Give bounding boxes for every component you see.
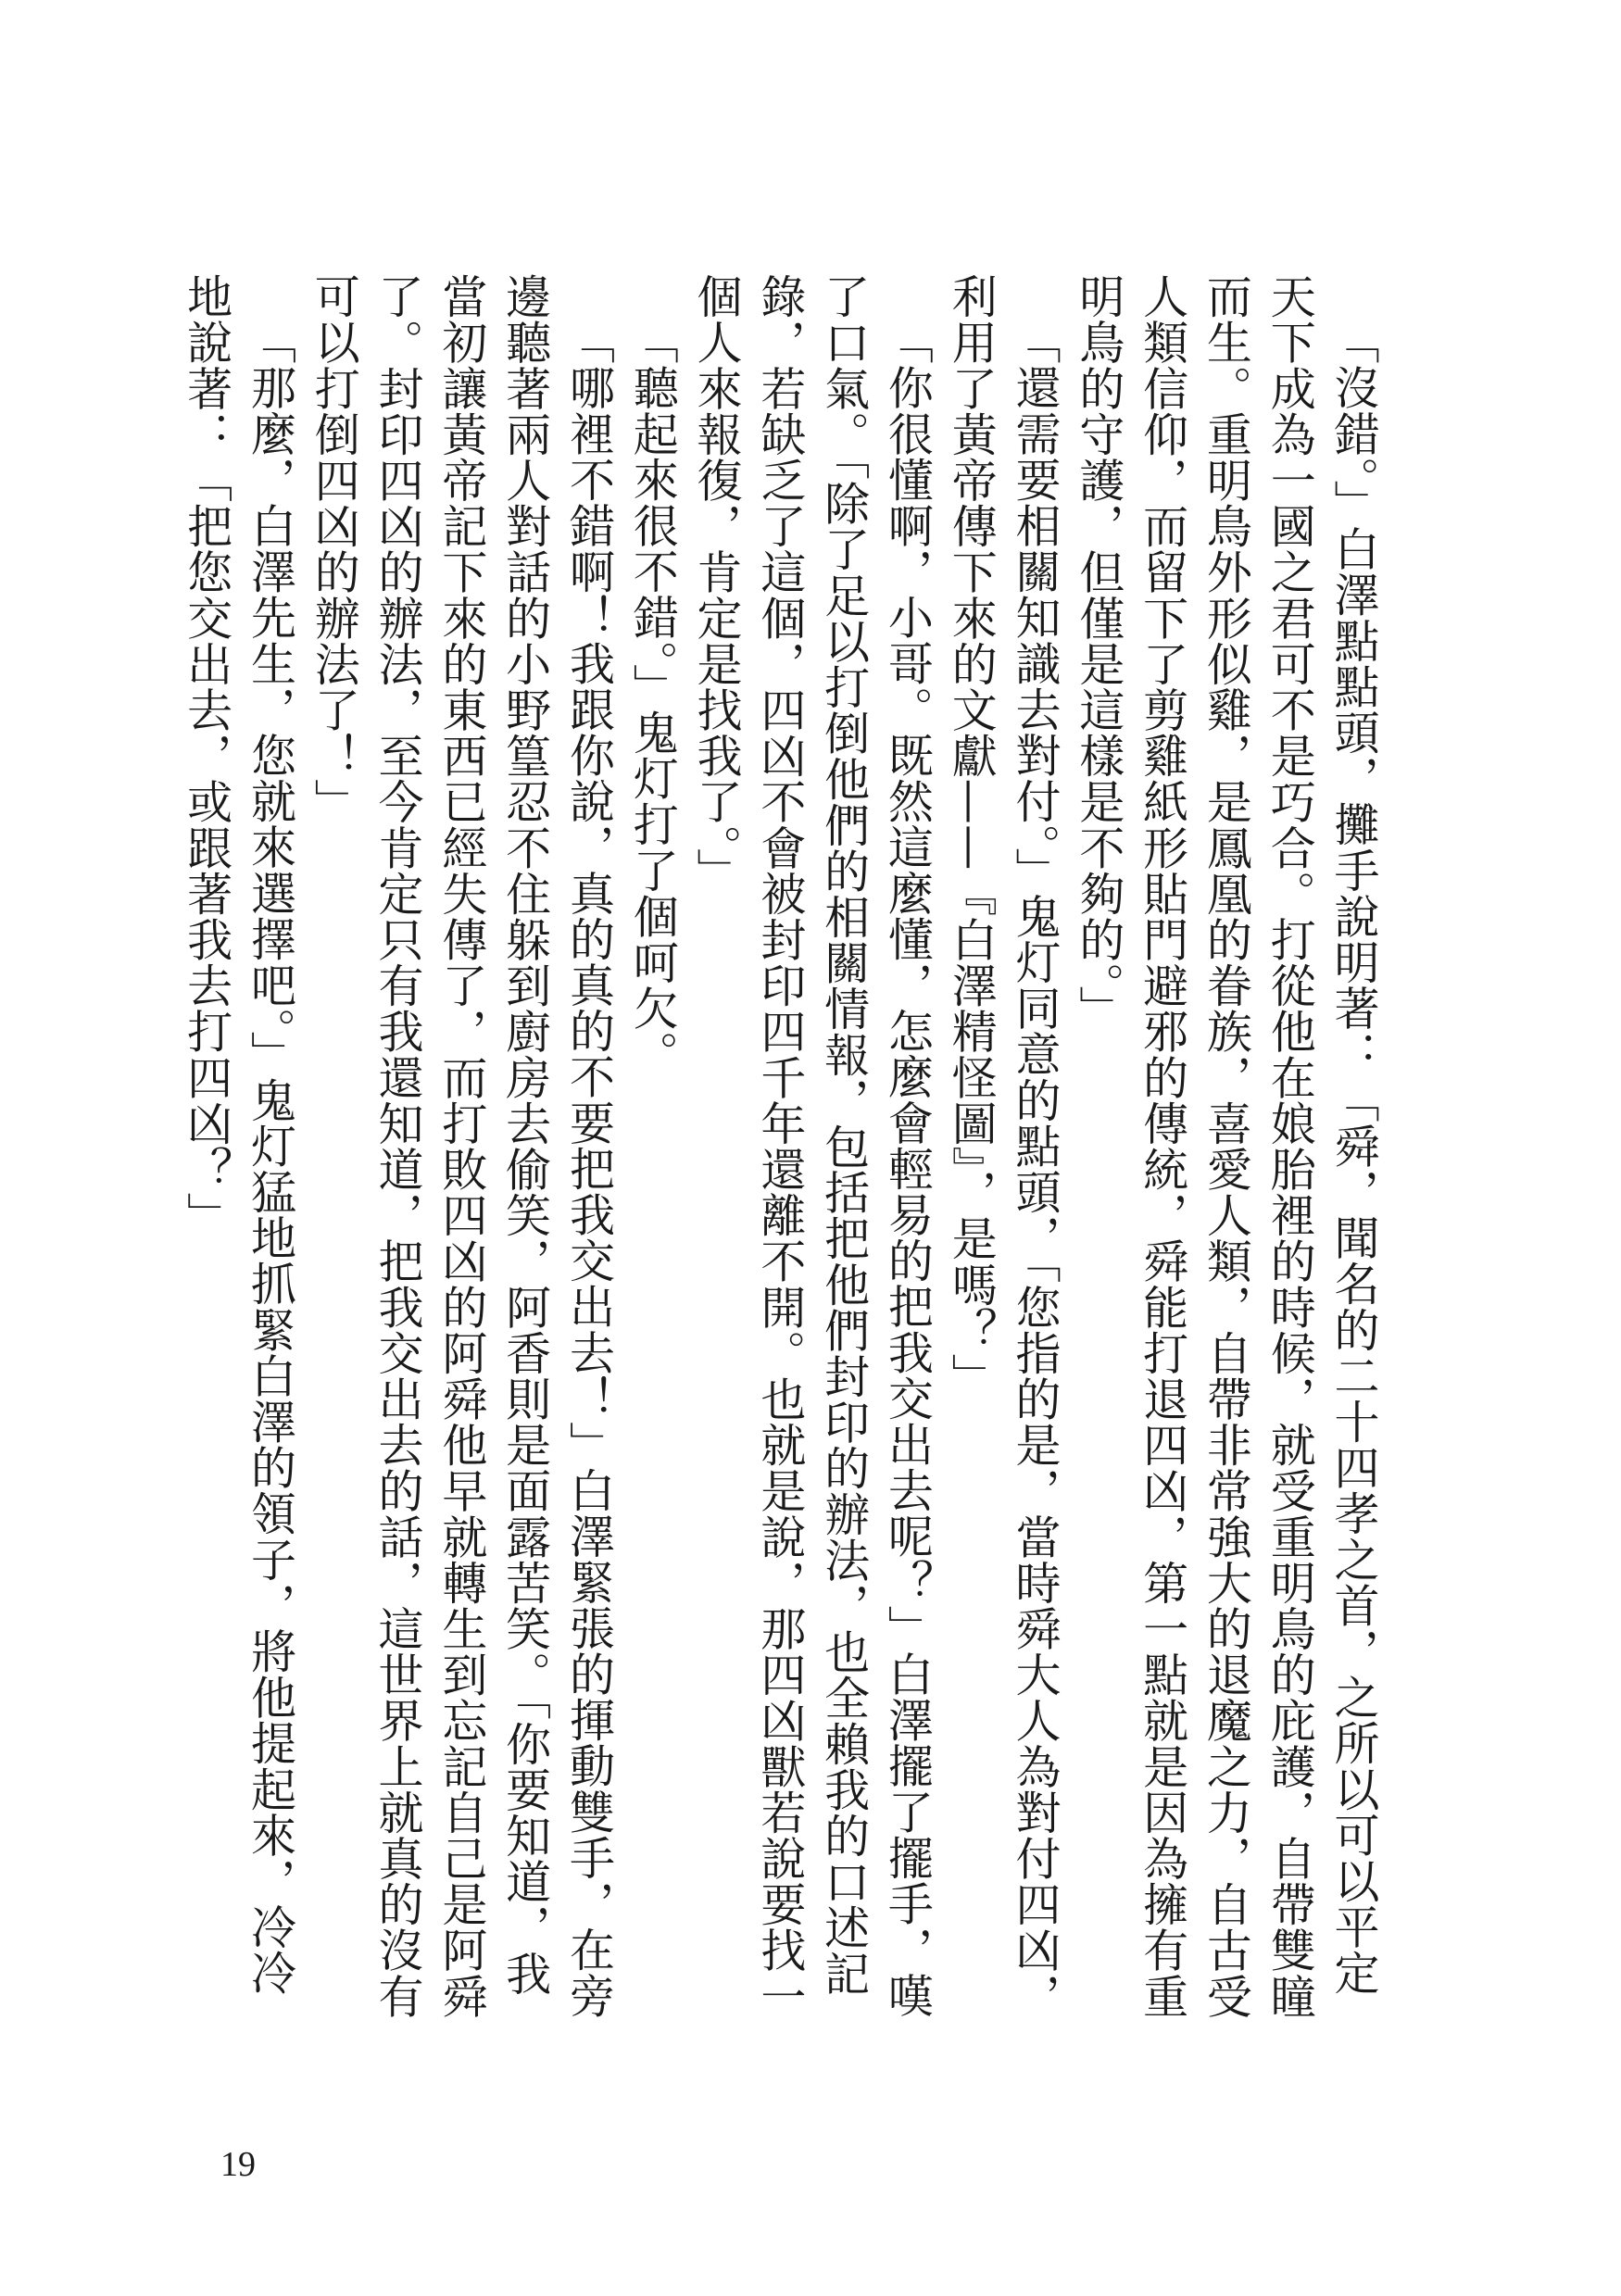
body-text <box>174 273 1385 2038</box>
paragraph: 「你很懂啊，小哥。既然這麼懂，怎麼會輕易的把我交出去呢？」白澤擺了擺手，嘆了口氣。「除了足以打倒他們的相關情報，包括把他們封印的辦法，也全賴我的口述記錄，若缺乏了這個，四凶不會被封印四千年還離不開。也就是說，那四凶獸若說要找一個人來報復，肯定是找我了。」 <box>690 273 935 2019</box>
page-number: 19 <box>220 2145 256 2184</box>
paragraph: 「還需要相關知識去對付。」鬼灯同意的點頭，「您指的是，當時舜大人為對付四凶，利用了黃帝傳下來的文獻——『白澤精怪圖』，是嗎？」 <box>945 273 1062 2019</box>
paragraph: 「沒錯。」白澤點點頭，攤手說明著：「舜，聞名的二十四孝之首，之所以可以平定天下成為一國之君可不是巧合。打從他在娘胎裡的時候，就受重明鳥的庇護，自帶雙瞳而生。重明鳥外形似雞，是鳳凰的眷族，喜愛人類，自帶非常強大的退魔之力，自古受人類信仰，而留下了剪雞紙形貼門避邪的傳統，舜能打退四凶，第一點就是因為擁有重明鳥的守護，但僅是這樣是不夠的。」 <box>1072 273 1380 2019</box>
paragraph: 「哪裡不錯啊！我跟你說，真的真的不要把我交出去！」白澤緊張的揮動雙手，在旁邊聽著兩人對話的小野篁忍不住躲到廚房去偷笑，阿香則是面露苦笑。「你要知道，我當初讓黃帝記下來的東西已經失傳了，而打敗四凶的阿舜他早就轉生到忘記自己是阿舜了。封印四凶的辦法，至今肯定只有我還知道，把我交出去的話，這世界上就真的沒有可以打倒四凶的辦法了！」 <box>308 273 616 2019</box>
paragraph: 「那麼，白澤先生，您就來選擇吧。」鬼灯猛地抓緊白澤的領子，將他提起來，冷冷地說著：「把您交出去，或跟著我去打四凶？」 <box>180 273 297 1996</box>
paragraph: 「聽起來很不錯。」鬼灯打了個呵欠。 <box>626 319 680 1077</box>
